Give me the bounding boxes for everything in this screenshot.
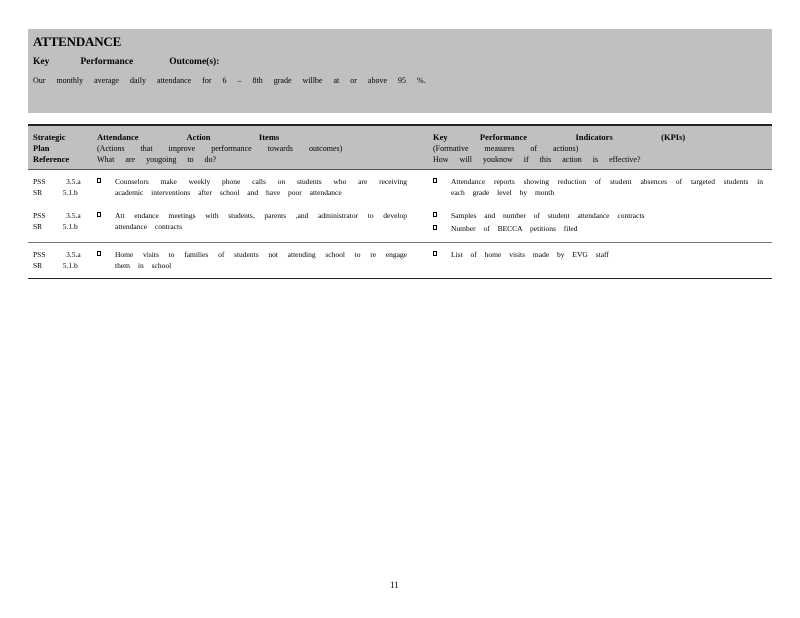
section-title: ATTENDANCE — [33, 34, 122, 49]
header-ref-line-3: Reference — [33, 154, 70, 164]
kpi-item — [433, 249, 763, 260]
kpi-text: Samples and number of student attendance contracts — [451, 211, 645, 220]
action-items-table — [28, 124, 772, 279]
header-kpi-question: How will youknow if this action is effective? — [433, 155, 641, 164]
kpi-text: List of home visits made by EVG staff — [451, 250, 609, 259]
action-cell — [97, 210, 407, 232]
kpi-text: Number of BECCA petitions filed — [451, 224, 578, 233]
kpi-item — [433, 176, 763, 198]
header-action-subtitle: (Actions that improve performance towards outcomes) — [97, 144, 343, 153]
kpi-item — [433, 210, 763, 221]
bullet-box-icon — [97, 178, 101, 183]
table-row — [28, 170, 772, 204]
action-text: Home visits to families of students not attending school to re engage them in school — [115, 250, 407, 270]
bullet-box-icon — [433, 251, 437, 256]
action-cell — [97, 249, 407, 271]
outcomes-label: Outcome(s): — [169, 57, 220, 67]
header-ref-line-1: Strategic — [33, 132, 66, 142]
bullet-box-icon — [97, 251, 101, 256]
header-kpis — [433, 132, 685, 165]
strategic-plan-reference: PSS 3.5.a SR 5.1.b — [33, 177, 81, 197]
header-action-question: What are yougoing to do? — [97, 155, 217, 164]
strategic-plan-reference: PSS 3.5.a SR 5.1.b — [33, 211, 81, 231]
header-ref-line-2: Plan — [33, 143, 50, 153]
bullet-box-icon — [433, 212, 437, 217]
key-performance-label: Key Performance — [33, 57, 134, 67]
kpo-subheading — [33, 57, 219, 67]
table-row — [28, 242, 772, 279]
kpi-cell — [433, 249, 763, 260]
header-kpi-title: Key Performance Indicators (KPIs) — [433, 132, 686, 142]
kpi-text: Attendance reports showing reduction of student absences of targeted students in each grade level by month — [451, 177, 763, 197]
page-number: 11 — [390, 580, 399, 590]
action-item — [97, 176, 407, 198]
kpi-item — [433, 223, 763, 234]
key-performance-outcome-box — [28, 29, 772, 113]
kpi-cell — [433, 210, 763, 234]
header-strategic-plan-reference — [33, 132, 69, 165]
header-action-items — [97, 132, 342, 165]
bullet-box-icon — [433, 225, 437, 230]
action-cell — [97, 176, 407, 198]
table-row — [28, 204, 772, 242]
header-kpi-subtitle: (Formative measures of actions) — [433, 144, 579, 153]
action-text: Counselors make weekly phone calls on students who are receiving academic interventions after school and have poor attendance — [115, 177, 407, 197]
action-item — [97, 249, 407, 271]
strategic-plan-reference: PSS 3.5.a SR 5.1.b — [33, 250, 81, 270]
table-header-row — [28, 124, 772, 170]
bullet-box-icon — [433, 178, 437, 183]
header-action-title: Attendance Action Items — [97, 132, 280, 142]
outcome-description: Our monthly average daily attendance for 6 – 8th grade willbe at or above 95 %. — [33, 76, 426, 85]
kpi-cell — [433, 176, 763, 198]
action-item — [97, 210, 407, 232]
action-text: Att endance meetings with students, parents ,and administrator to develop attendance contracts — [115, 211, 407, 231]
bullet-box-icon — [97, 212, 101, 217]
